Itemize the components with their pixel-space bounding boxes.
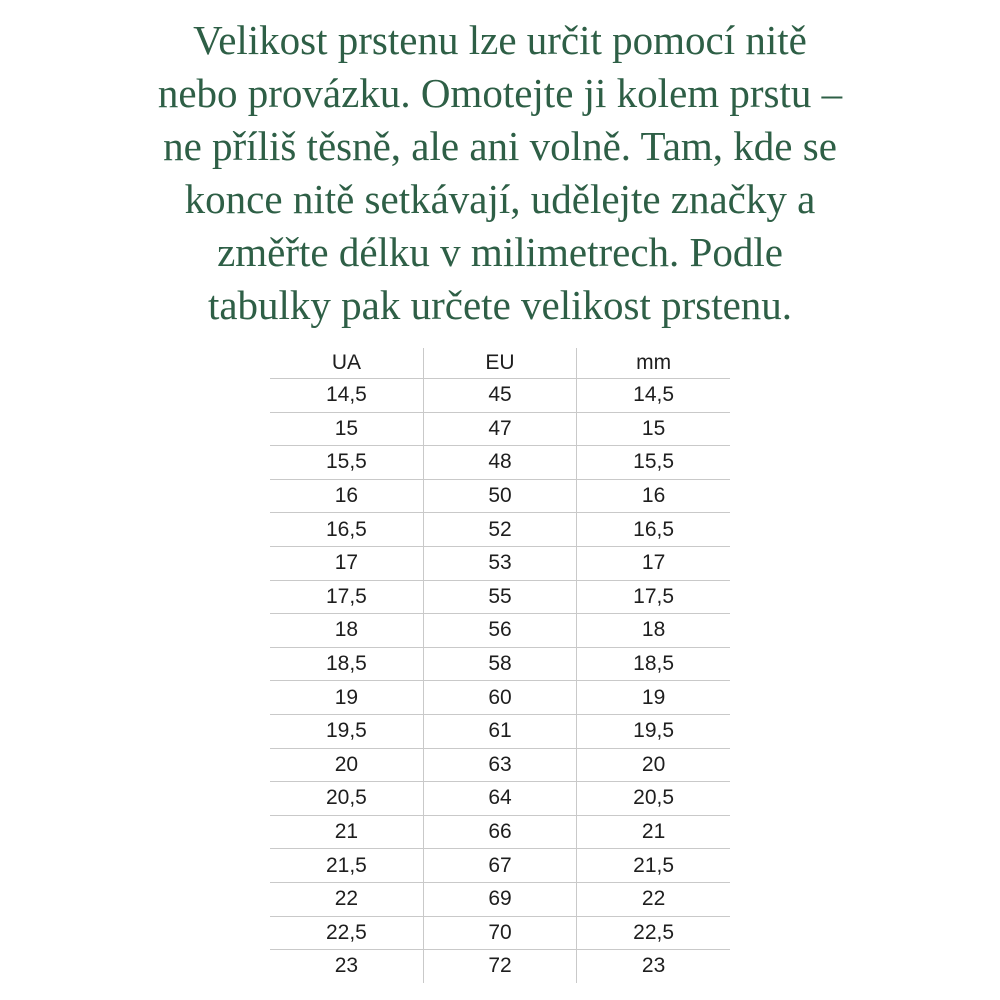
table-cell: 56 bbox=[423, 614, 576, 648]
header-row bbox=[270, 348, 730, 379]
intro-line: tabulky pak určete velikost prstenu. bbox=[207, 282, 793, 328]
intro-line: Velikost prstenu lze určit pomocí nitě bbox=[193, 17, 807, 63]
table-row bbox=[270, 815, 730, 849]
table-cell: 63 bbox=[423, 748, 576, 782]
ring-size-table-container bbox=[0, 348, 1000, 983]
table-cell: 16,5 bbox=[270, 513, 423, 547]
intro-line: konce nitě setkávají, udělejte značky a bbox=[184, 176, 816, 222]
table-cell: 22,5 bbox=[577, 916, 730, 950]
table-cell: 61 bbox=[423, 714, 576, 748]
ring-size-table bbox=[270, 348, 730, 983]
table-cell: 58 bbox=[423, 647, 576, 681]
table-cell: 69 bbox=[423, 882, 576, 916]
table-cell: 21,5 bbox=[270, 849, 423, 883]
table-cell: 20 bbox=[270, 748, 423, 782]
table-cell: 23 bbox=[641, 954, 666, 978]
table-cell: 16 bbox=[270, 479, 423, 513]
table-cell: 48 bbox=[423, 446, 576, 480]
table-cell: 21 bbox=[577, 815, 730, 849]
table-row bbox=[270, 950, 730, 983]
table-cell: 20,5 bbox=[577, 782, 730, 816]
table-cell: 15 bbox=[270, 412, 423, 446]
table-row bbox=[270, 849, 730, 883]
table-row bbox=[270, 714, 730, 748]
table-cell: 45 bbox=[423, 379, 576, 413]
table-row bbox=[270, 379, 730, 413]
table-cell: 17 bbox=[577, 546, 730, 580]
table-cell: 67 bbox=[423, 849, 576, 883]
table-cell: 16,5 bbox=[577, 513, 730, 547]
table-cell: 55 bbox=[423, 580, 576, 614]
table-cell: 64 bbox=[423, 782, 576, 816]
table-cell: 20 bbox=[577, 748, 730, 782]
intro-text bbox=[0, 0, 1000, 332]
table-row bbox=[270, 916, 730, 950]
table-header bbox=[270, 348, 730, 379]
table-cell: 17,5 bbox=[577, 580, 730, 614]
table-cell: 52 bbox=[423, 513, 576, 547]
table-cell: 18 bbox=[270, 614, 423, 648]
table-cell: 66 bbox=[423, 815, 576, 849]
table-row bbox=[270, 412, 730, 446]
table-row bbox=[270, 647, 730, 681]
table-row bbox=[270, 580, 730, 614]
table-cell: 72 bbox=[423, 950, 576, 983]
table-cell: 22,5 bbox=[270, 916, 423, 950]
table-cell: 19,5 bbox=[577, 714, 730, 748]
column-header: UA bbox=[270, 348, 423, 379]
table-row bbox=[270, 681, 730, 715]
table-body bbox=[270, 379, 730, 983]
table-cell: 14,5 bbox=[577, 379, 730, 413]
table-cell: 15,5 bbox=[577, 446, 730, 480]
table-cell: 15,5 bbox=[270, 446, 423, 480]
table-cell: 53 bbox=[423, 546, 576, 580]
table-row bbox=[270, 882, 730, 916]
table-row bbox=[270, 546, 730, 580]
table-cell: 18,5 bbox=[270, 647, 423, 681]
table-cell: 19 bbox=[577, 681, 730, 715]
table-cell: 60 bbox=[423, 681, 576, 715]
table-row bbox=[270, 748, 730, 782]
column-header: EU bbox=[423, 348, 576, 379]
table-cell: 21 bbox=[270, 815, 423, 849]
table-cell: 19,5 bbox=[270, 714, 423, 748]
table-cell: 18,5 bbox=[577, 647, 730, 681]
table-cell: 15 bbox=[577, 412, 730, 446]
table-cell: 22 bbox=[270, 882, 423, 916]
table-cell: 22 bbox=[577, 882, 730, 916]
table-cell: 20,5 bbox=[270, 782, 423, 816]
table-cell: 17,5 bbox=[270, 580, 423, 614]
intro-line: ne příliš těsně, ale ani volně. Tam, kde se bbox=[163, 123, 837, 169]
table-cell: 16 bbox=[577, 479, 730, 513]
table-cell: 70 bbox=[423, 916, 576, 950]
table-cell: 14,5 bbox=[270, 379, 423, 413]
table-row bbox=[270, 479, 730, 513]
column-header: mm bbox=[577, 348, 730, 379]
table-cell: 21,5 bbox=[577, 849, 730, 883]
table-row bbox=[270, 782, 730, 816]
table-cell: 19 bbox=[270, 681, 423, 715]
table-cell: 50 bbox=[423, 479, 576, 513]
table-cell: 47 bbox=[423, 412, 576, 446]
table-row bbox=[270, 513, 730, 547]
table-row bbox=[270, 614, 730, 648]
table-cell: 23 bbox=[270, 950, 423, 983]
table-cell: 18 bbox=[577, 614, 730, 648]
intro-line: změřte délku v milimetrech. Podle bbox=[217, 229, 783, 275]
table-cell: 17 bbox=[270, 546, 423, 580]
table-row bbox=[270, 446, 730, 480]
intro-line: nebo provázku. Omotejte ji kolem prstu – bbox=[157, 70, 843, 116]
